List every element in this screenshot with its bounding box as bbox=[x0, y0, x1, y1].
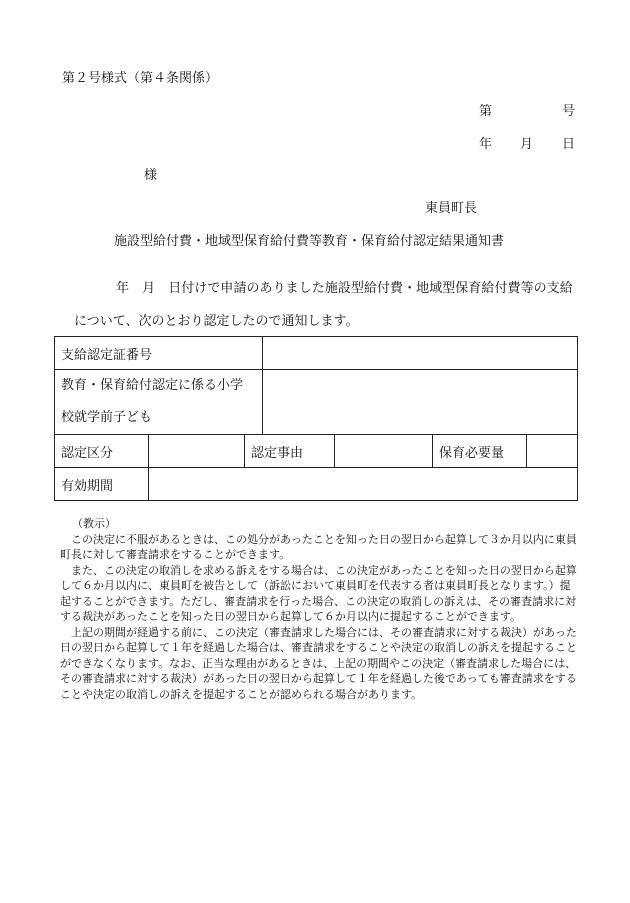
issuer-name: 東員町長 bbox=[425, 201, 478, 216]
validity-label: 有効期間 bbox=[55, 468, 149, 501]
cert-number-value bbox=[263, 337, 578, 370]
child-label-line-1: 教育・保育給付認定に係る小学 bbox=[61, 378, 244, 393]
child-label bbox=[55, 370, 263, 435]
care-need-value bbox=[527, 435, 578, 468]
document-number-label: 第 bbox=[479, 104, 493, 119]
table-row bbox=[55, 468, 578, 501]
reason-label: 認定事由 bbox=[245, 435, 335, 468]
care-need-label: 保育必要量 bbox=[433, 435, 527, 468]
addressee-honorific: 様 bbox=[144, 168, 158, 183]
form-number: 第２号様式（第４条関係） bbox=[62, 71, 219, 86]
document-title: 施設型給付費・地域型保育給付費等教育・保育給付認定結果通知書 bbox=[114, 234, 505, 249]
category-value bbox=[149, 435, 245, 468]
table-row bbox=[55, 337, 578, 370]
reason-value bbox=[335, 435, 433, 468]
date-year-label: 年 bbox=[479, 137, 493, 152]
child-label-line-2: 校就学前子ども bbox=[61, 410, 153, 425]
validity-value bbox=[149, 468, 578, 501]
category-label: 認定区分 bbox=[55, 435, 149, 468]
notice-paragraph-3: 上記の期間が経過する前に、この決定（審査請求した場合には、その審査請求に対する裁決）があった日の翌日から起算して１年を経過した場合は、審査請求をすることや決定の取消しの訴えを提起することができなくなります。なお、正当な理由があるときは、上記の期間やこの決定（審査請求した場合には、その審査請求に対する裁決）があった日の翌日から起算して１年を経過した後であっても審査請求をすることや決定の取消しの訴えを提起することが認められる場合があります。 bbox=[60, 625, 577, 701]
date-day-label: 日 bbox=[562, 137, 576, 152]
cert-number-label: 支給認定証番号 bbox=[55, 337, 263, 370]
notice-paragraph-1: この決定に不服があるときは、この処分があったことを知った日の翌日から起算して３か月以内に東員町長に対して審査請求をすることができます。 bbox=[60, 532, 577, 561]
table-row bbox=[55, 435, 578, 468]
table-row bbox=[55, 370, 578, 435]
body-text-line-1: 年 月 日付けで申請のありました施設型給付費・地域型保育給付費等の支給 bbox=[116, 281, 573, 296]
appeal-notice bbox=[60, 516, 580, 702]
date-month-label: 月 bbox=[520, 137, 534, 152]
certification-table bbox=[54, 336, 578, 501]
document-number-suffix: 号 bbox=[562, 104, 576, 119]
child-value bbox=[263, 370, 578, 435]
notice-heading: （教示） bbox=[72, 517, 116, 530]
body-text-line-2: について、次のとおり認定したので通知します。 bbox=[74, 314, 359, 329]
notice-paragraph-2: また、この決定の取消しを求める訴えをする場合は、この決定があったことを知った日の翌日から起算して６か月以内に、東員町を被告として（訴訟において東員町を代表する者は東員町長となります。）提起することができます。ただし、審査請求を行った場合、この決定の取消しの訴えは、その審査請求に対する裁決があったことを知った日の翌日から起算して６か月以内に提起することができます。 bbox=[60, 563, 577, 623]
